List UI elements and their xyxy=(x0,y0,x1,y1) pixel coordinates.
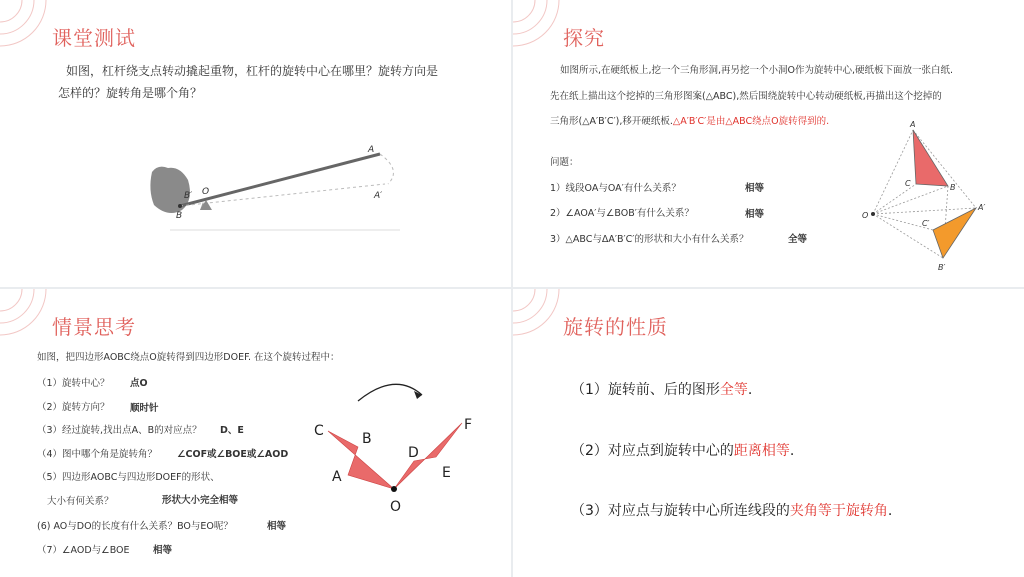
property-2-highlight: 距离相等 xyxy=(733,443,790,459)
property-1-text: （1）旋转前、后的图形 xyxy=(571,382,720,398)
item-1-answer: 点O xyxy=(130,378,148,389)
label-B-prime: B′ xyxy=(938,263,946,272)
item-4-answer: ∠COF或∠BOE或∠AOD xyxy=(177,449,289,460)
property-2 xyxy=(571,440,794,460)
item-7-question: (6) AO与DO的长度有什么关系？BO与EO呢？ xyxy=(37,521,233,532)
label-B: B xyxy=(362,431,372,447)
label-B: B xyxy=(950,183,956,192)
property-1-end: . xyxy=(747,382,753,398)
paragraph-line-3-highlight: △A′B′C′是由△ABC绕点O旋转得到的. xyxy=(672,116,830,127)
question-heading: 问题： xyxy=(550,157,579,168)
question-2: 2）∠AOA′与∠BOB′有什么关系？ xyxy=(550,208,694,219)
item-3-answer: D、E xyxy=(220,425,244,436)
label-F: F xyxy=(464,417,473,433)
slide-explore[interactable] xyxy=(513,0,1024,287)
property-1-highlight: 全等 xyxy=(719,382,748,398)
corner-arcs-decoration xyxy=(0,289,60,349)
label-C-prime: C′ xyxy=(922,219,930,228)
question-1: 1）线段OA与OA′有什么关系？ xyxy=(550,183,681,194)
paragraph-line-1: 如图所示,在硬纸板上,挖一个三角形洞,再另挖一个小洞O作为旋转中心,硬纸板下面放一张白纸. xyxy=(560,65,954,76)
property-3-text: （3）对应点与旋转中心所连线段的 xyxy=(571,503,790,519)
label-B-prime: B′ xyxy=(184,191,193,201)
item-8-answer: 相等 xyxy=(153,545,173,556)
item-4-question: （4）图中哪个角是旋转角？ xyxy=(37,449,158,460)
corner-arcs-decoration xyxy=(0,0,60,60)
paragraph-line-2: 先在纸上描出这个挖掉的三角形图案(△ABC),然后围绕旋转中心转动硬纸板,再描出这个挖掉的 xyxy=(550,91,942,102)
property-3-highlight: 夹角等于旋转角 xyxy=(789,503,888,519)
property-2-text: （2）对应点到旋转中心的 xyxy=(571,443,734,459)
label-A-prime: A′ xyxy=(978,203,986,212)
slide-scenario-thinking[interactable] xyxy=(0,289,511,577)
quadrilateral-DOEF xyxy=(394,423,462,489)
lever-figure xyxy=(140,140,420,235)
slide-title: 旋转的性质 xyxy=(563,315,668,339)
label-A-prime: A′ xyxy=(374,191,383,201)
answer-3: 全等 xyxy=(788,234,808,245)
triangle-A-prime-B-prime-C-prime xyxy=(933,208,976,258)
item-5-question: （5）四边形AOBC与四边形DOEF的形状、 xyxy=(37,472,220,483)
property-2-end: . xyxy=(789,443,795,459)
paragraph-line-3-text: 三角形(△A′B′C′),移开硬纸板. xyxy=(550,116,673,127)
item-1-question: （1）旋转中心？ xyxy=(37,378,110,389)
triangle-ABC xyxy=(913,130,948,186)
label-E: E xyxy=(442,465,451,481)
quadrilateral-rotation-figure xyxy=(310,379,490,519)
rotation-triangles-figure xyxy=(858,118,1018,276)
item-6-answer: 形状大小完全相等 xyxy=(162,495,239,506)
item-2-answer: 顺时针 xyxy=(130,403,159,414)
label-C: C xyxy=(905,179,911,188)
question-line-2: 怎样的？旋转角是哪个角？ xyxy=(58,86,203,100)
label-C: C xyxy=(314,423,324,439)
label-O: O xyxy=(862,211,869,220)
item-3-question: （3）经过旋转,找出点A、B的对应点？ xyxy=(37,425,202,436)
item-8-question: （7）∠AOD与∠BOE xyxy=(37,545,130,556)
label-A: A xyxy=(368,145,375,155)
property-1 xyxy=(571,379,752,399)
label-A: A xyxy=(332,469,342,485)
property-3 xyxy=(571,500,892,520)
label-O: O xyxy=(202,187,210,197)
item-7-answer: 相等 xyxy=(267,521,287,532)
paragraph-line-3 xyxy=(550,113,829,127)
label-B: B xyxy=(176,211,183,221)
question-3: 3）△ABC与ΔA′B′C′的形状和大小有什么关系？ xyxy=(550,234,749,245)
slide-title: 情景思考 xyxy=(52,315,136,339)
answer-2: 相等 xyxy=(745,209,765,220)
slide-rotation-properties[interactable] xyxy=(513,289,1024,577)
intro-text: 如图，把四边形AOBC绕点O旋转得到四边形DOEF. 在这个旋转过程中： xyxy=(37,352,340,363)
property-3-end: . xyxy=(887,503,893,519)
slide-classroom-test[interactable] xyxy=(0,0,511,287)
label-D: D xyxy=(408,445,419,461)
slide-title: 课堂测试 xyxy=(52,26,136,50)
label-A: A xyxy=(910,120,916,129)
question-line-1: 如图，杠杆绕支点转动撬起重物，杠杆的旋转中心在哪里？旋转方向是 xyxy=(66,64,439,78)
item-2-question: （2）旋转方向？ xyxy=(37,402,110,413)
answer-1: 相等 xyxy=(745,183,765,194)
item-6-question: 大小有何关系？ xyxy=(47,496,114,507)
label-O: O xyxy=(390,499,402,515)
slide-title: 探究 xyxy=(563,26,605,50)
